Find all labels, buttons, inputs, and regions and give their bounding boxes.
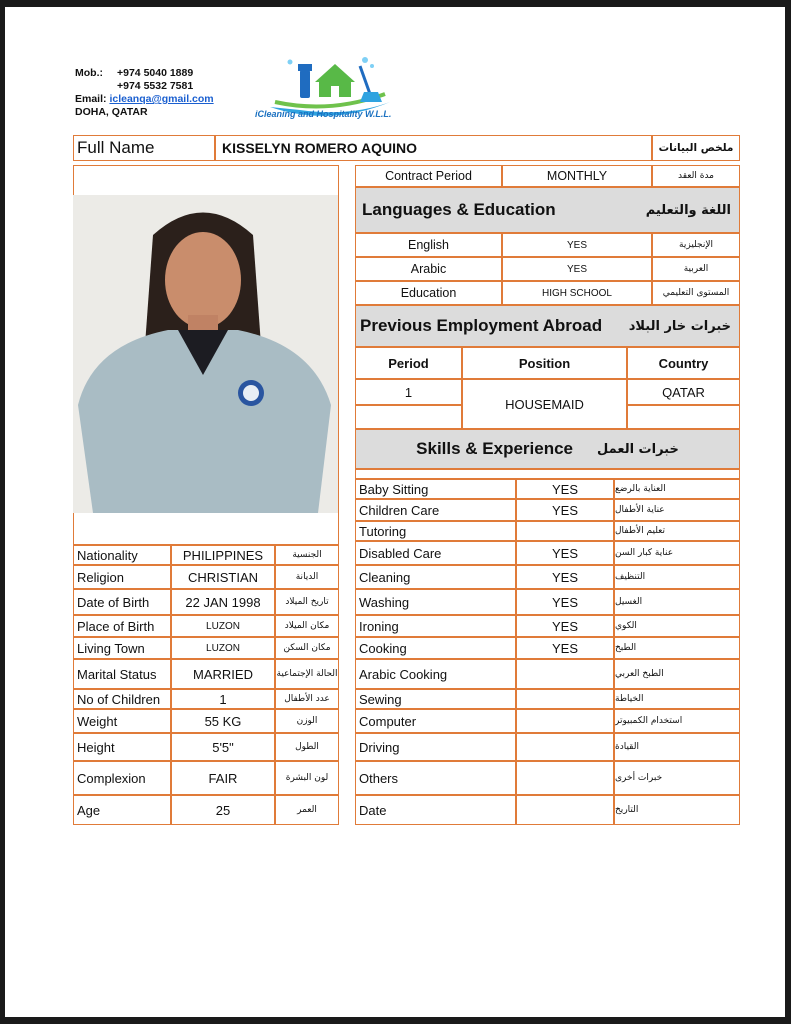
mobile-label: Mob.: <box>75 67 103 79</box>
skill-label-cleaning: Cleaning <box>355 565 516 589</box>
lang-value-education: HIGH SCHOOL <box>502 281 652 305</box>
personal-arabic-living-town: مكان السكن <box>275 637 339 659</box>
summary-arabic: ملخص البيانات <box>652 135 740 161</box>
personal-value-marital: MARRIED <box>171 659 275 689</box>
personal-arabic-dob: تاريخ الميلاد <box>275 589 339 615</box>
cv-page <box>5 7 785 1017</box>
email-label: Email: <box>75 93 107 105</box>
personal-label-living-town: Living Town <box>73 637 171 659</box>
personal-label-nationality: Nationality <box>73 545 171 565</box>
personal-label-birthplace: Place of Birth <box>73 615 171 637</box>
skills-title: Skills & Experience <box>416 439 574 458</box>
personal-arabic-complexion: لون البشرة <box>275 761 339 795</box>
skill-label-arabic-cooking: Arabic Cooking <box>355 659 516 689</box>
skill-arabic-washing: الغسيل <box>614 589 740 615</box>
personal-value-birthplace: LUZON <box>171 615 275 637</box>
skill-label-sewing: Sewing <box>355 689 516 709</box>
personal-label-age: Age <box>73 795 171 825</box>
skills-spacer <box>355 469 740 479</box>
lang-arabic-education: المستوى التعليمي <box>652 281 740 305</box>
skill-arabic-cooking: الطبخ <box>614 637 740 659</box>
skill-value-arabic-cooking <box>516 659 614 689</box>
skills-header <box>355 429 740 469</box>
personal-arabic-age: العمر <box>275 795 339 825</box>
skill-arabic-disabled-care: عناية كبار السن <box>614 541 740 565</box>
personal-value-height: 5'5" <box>171 733 275 761</box>
skill-label-cooking: Cooking <box>355 637 516 659</box>
personal-value-living-town: LUZON <box>171 637 275 659</box>
skill-value-cleaning: YES <box>516 565 614 589</box>
skill-label-children-care: Children Care <box>355 499 516 521</box>
personal-label-dob: Date of Birth <box>73 589 171 615</box>
personal-label-complexion: Complexion <box>73 761 171 795</box>
employment-arabic: خبرات خار البلاد <box>628 318 731 334</box>
lang-arabic-arabic: العربية <box>652 257 740 281</box>
mobile-1: +974 5040 1889 <box>117 67 194 79</box>
contract-label: Contract Period <box>355 165 502 187</box>
employment-header-country: Country <box>627 347 740 379</box>
personal-label-marital: Marital Status <box>73 659 171 689</box>
mobile-2: +974 5532 7581 <box>117 80 194 92</box>
skill-value-disabled-care: YES <box>516 541 614 565</box>
employment-position: HOUSEMAID <box>462 379 627 429</box>
skill-value-baby-sitting: YES <box>516 479 614 499</box>
employment-header-position: Position <box>462 347 627 379</box>
lang-value-english: YES <box>502 233 652 257</box>
skill-arabic-sewing: الخياطة <box>614 689 740 709</box>
skill-arabic-driving: القيادة <box>614 733 740 761</box>
personal-value-religion: CHRISTIAN <box>171 565 275 589</box>
lang-arabic-english: الإنجليزية <box>652 233 740 257</box>
personal-arabic-weight: الوزن <box>275 709 339 733</box>
languages-title: Languages & Education <box>362 200 556 219</box>
employment-period: 1 <box>355 379 462 405</box>
skill-value-sewing <box>516 689 614 709</box>
skill-label-others: Others <box>355 761 516 795</box>
skill-label-driving: Driving <box>355 733 516 761</box>
skill-arabic-date: التاريخ <box>614 795 740 825</box>
personal-label-religion: Religion <box>73 565 171 589</box>
skill-value-children-care: YES <box>516 499 614 521</box>
languages-arabic: اللغة والتعليم <box>645 202 731 218</box>
employment-header-period: Period <box>355 347 462 379</box>
skill-arabic-others: خبرات أخرى <box>614 761 740 795</box>
personal-value-complexion: FAIR <box>171 761 275 795</box>
personal-arabic-height: الطول <box>275 733 339 761</box>
skill-value-driving <box>516 733 614 761</box>
employment-country-empty <box>627 405 740 429</box>
skill-value-ironing: YES <box>516 615 614 637</box>
employment-period-empty <box>355 405 462 429</box>
skills-arabic: خبرات العمل <box>597 441 679 457</box>
skill-label-tutoring: Tutoring <box>355 521 516 541</box>
lang-label-education: Education <box>355 281 502 305</box>
skill-arabic-computer: استخدام الكمبيوتر <box>614 709 740 733</box>
personal-label-weight: Weight <box>73 709 171 733</box>
personal-label-children: No of Children <box>73 689 171 709</box>
contract-value: MONTHLY <box>502 165 652 187</box>
employment-title: Previous Employment Abroad <box>360 316 603 335</box>
skill-arabic-cleaning: التنظيف <box>614 565 740 589</box>
personal-arabic-birthplace: مكان الميلاد <box>275 615 339 637</box>
skill-value-date <box>516 795 614 825</box>
skill-value-computer <box>516 709 614 733</box>
skill-arabic-ironing: الكوي <box>614 615 740 637</box>
contact-block <box>75 67 214 119</box>
personal-value-weight: 55 KG <box>171 709 275 733</box>
personal-arabic-children: عدد الأطفال <box>275 689 339 709</box>
contract-arabic: مدة العقد <box>652 165 740 187</box>
skill-label-ironing: Ironing <box>355 615 516 637</box>
skill-label-computer: Computer <box>355 709 516 733</box>
employment-header <box>355 305 740 347</box>
spray-bottle-icon <box>300 70 310 98</box>
personal-value-dob: 22 JAN 1998 <box>171 589 275 615</box>
personal-label-height: Height <box>73 733 171 761</box>
skill-arabic-children-care: عناية الأطفال <box>614 499 740 521</box>
lang-label-english: English <box>355 233 502 257</box>
skill-value-washing: YES <box>516 589 614 615</box>
skill-value-cooking: YES <box>516 637 614 659</box>
broom-icon <box>360 92 382 102</box>
location: DOHA, QATAR <box>75 106 148 118</box>
full-name-label: Full Name <box>73 135 215 161</box>
lang-label-arabic: Arabic <box>355 257 502 281</box>
personal-arabic-religion: الديانة <box>275 565 339 589</box>
personal-value-nationality: PHILIPPINES <box>171 545 275 565</box>
skill-arabic-tutoring: تعليم الأطفال <box>614 521 740 541</box>
skill-value-tutoring <box>516 521 614 541</box>
personal-value-children: 1 <box>171 689 275 709</box>
skill-arabic-baby-sitting: العناية بالرضع <box>614 479 740 499</box>
skill-label-baby-sitting: Baby Sitting <box>355 479 516 499</box>
skill-label-date: Date <box>355 795 516 825</box>
skill-arabic-arabic-cooking: الطبخ العربي <box>614 659 740 689</box>
email-link[interactable]: icleanqa@gmail.com <box>109 93 214 105</box>
employment-country: QATAR <box>627 379 740 405</box>
skill-value-others <box>516 761 614 795</box>
company-name: iCleaning and Hospitality W.L.L. <box>255 109 392 119</box>
lang-value-arabic: YES <box>502 257 652 281</box>
skill-label-disabled-care: Disabled Care <box>355 541 516 565</box>
full-name-value: KISSELYN ROMERO AQUINO <box>215 135 652 161</box>
personal-arabic-nationality: الجنسية <box>275 545 339 565</box>
personal-value-age: 25 <box>171 795 275 825</box>
skill-label-washing: Washing <box>355 589 516 615</box>
languages-header <box>355 187 740 233</box>
candidate-photo <box>73 195 338 513</box>
personal-arabic-marital: الحالة الإجتماعية <box>275 659 339 689</box>
